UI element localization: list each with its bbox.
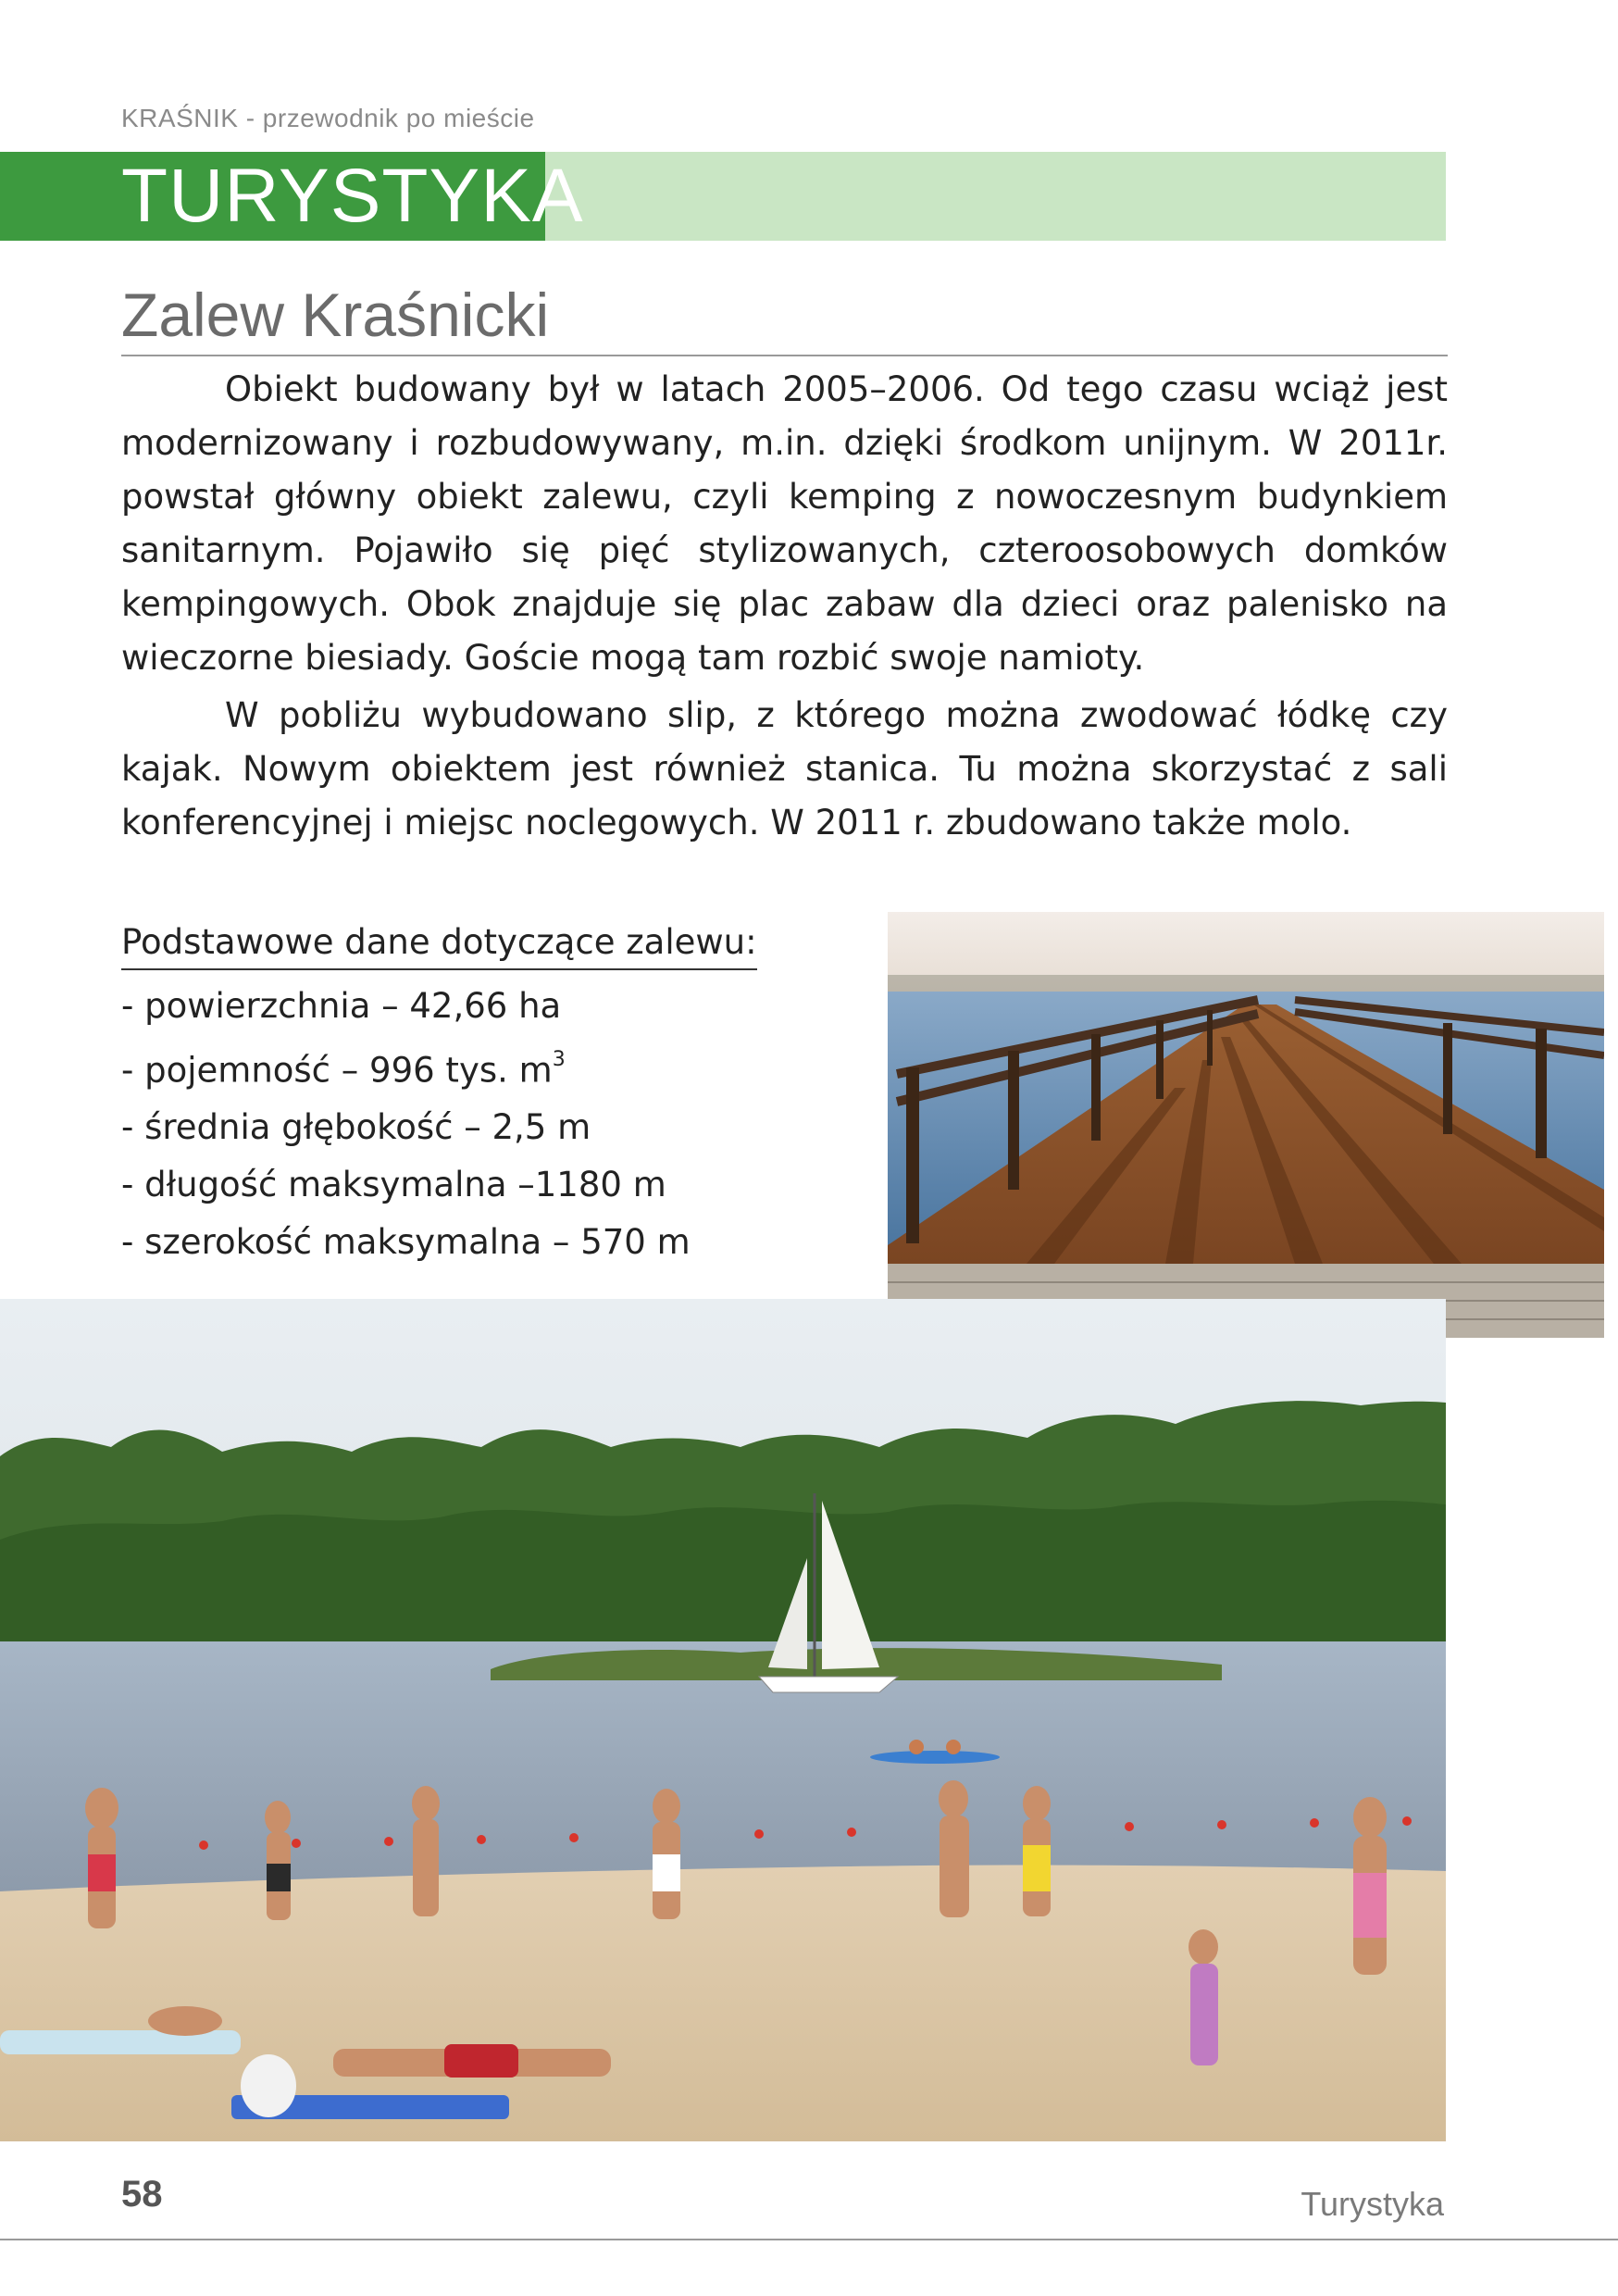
article-body bbox=[121, 363, 1448, 850]
pier-photo bbox=[888, 912, 1604, 1338]
page-title: Zalew Kraśnicki bbox=[121, 281, 550, 349]
list-item: - długość maksymalna –1180 m bbox=[121, 1165, 666, 1205]
facts-heading: Podstawowe dane dotyczące zalewu: bbox=[121, 918, 757, 970]
superscript: 3 bbox=[552, 1048, 566, 1071]
footer-section-name: Turystyka bbox=[1301, 2185, 1444, 2223]
facts-box bbox=[121, 918, 788, 1271]
facts-list bbox=[121, 978, 788, 1271]
list-item: - szerokość maksymalna – 570 m bbox=[121, 1222, 691, 1263]
footer-divider bbox=[0, 2239, 1618, 2240]
page-number: 58 bbox=[121, 2174, 163, 2215]
running-header: KRAŚNIK - przewodnik po mieście bbox=[121, 104, 535, 132]
list-item: - średnia głębokość – 2,5 m bbox=[121, 1107, 591, 1148]
list-item: - powierzchnia – 42,66 ha bbox=[121, 986, 562, 1026]
list-item-text: - pojemność – 996 tys. m bbox=[121, 1050, 553, 1091]
paragraph: Obiekt budowany był w latach 2005–2006. Od tego czasu wciąż jest modernizowany i rozbudowywany, m.in. dzięki środkom unijnym. W 2011r. powstał główny obiekt zalewu, czyli kemping z nowoczesnym budynkiem sanitarnym. Pojawiło się pięć stylizowanych, czteroosobowych domków kempingowych. Obok znajduje się plac zabaw dla dzieci oraz palenisko na wieczorne biesiady. Goście mogą tam rozbić swoje namioty. bbox=[121, 369, 1448, 678]
beach-photo bbox=[0, 1299, 1446, 2141]
list-item bbox=[121, 1035, 788, 1099]
title-divider bbox=[121, 355, 1448, 356]
section-title: TURYSTYKA bbox=[121, 154, 584, 238]
paragraph: W pobliżu wybudowano slip, z którego można zwodować łódkę czy kajak. Nowym obiektem jest również stanica. Tu można skorzystać z sali konferencyjnej i miejsc noclegowych. W 2011 r. zbudowano także molo. bbox=[121, 695, 1448, 842]
